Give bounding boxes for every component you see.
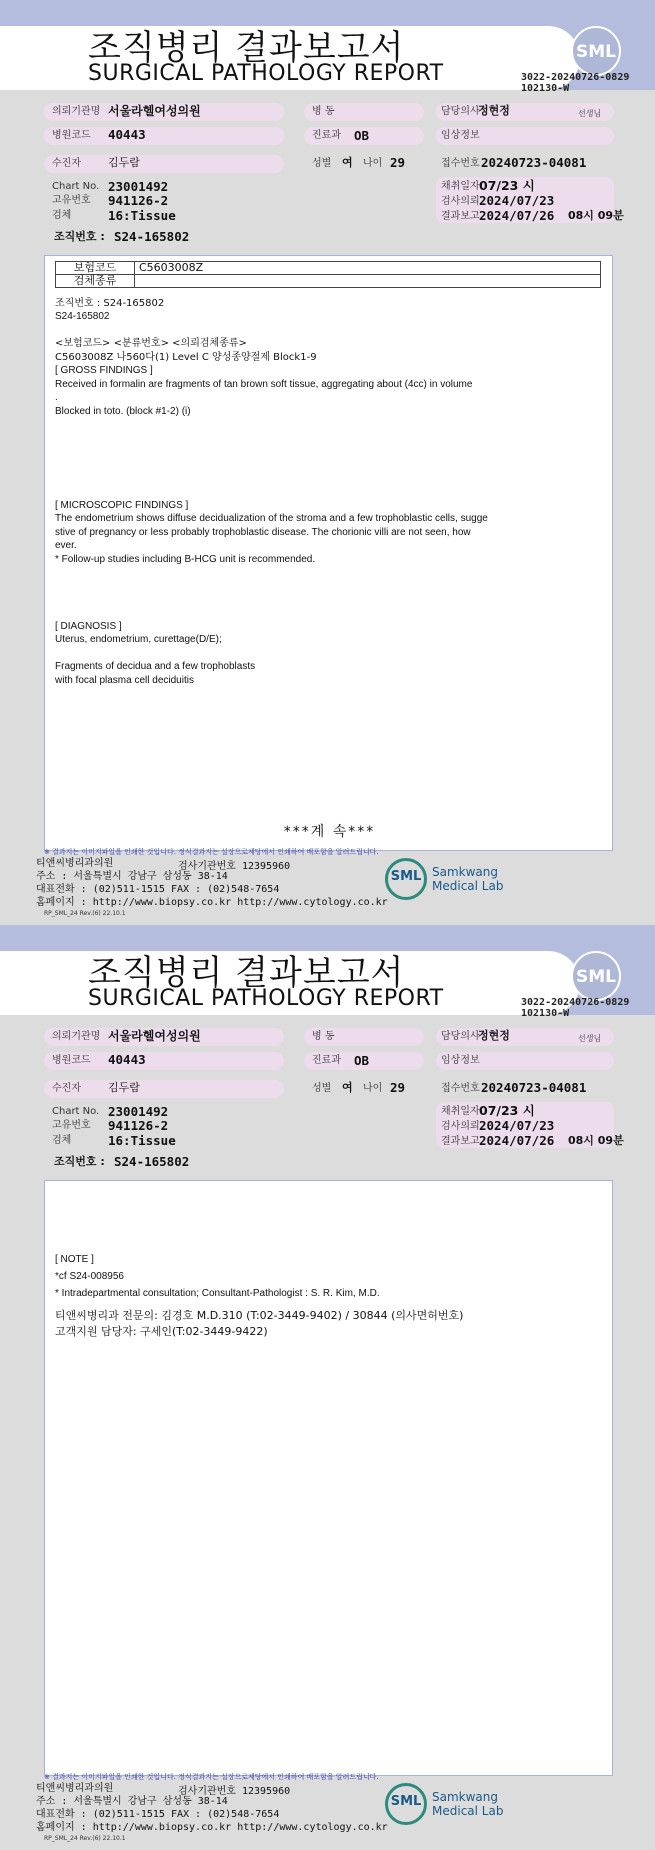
age-label: 나이 — [363, 1083, 383, 1094]
document-number-line1: 3022-20240726-0829 — [521, 997, 630, 1008]
note-line: [ NOTE ] — [55, 1254, 94, 1265]
hospital-code-value: 40443 — [108, 127, 146, 142]
patient-label: 수진자 — [52, 1083, 81, 1094]
result-value: 2024/07/26 — [479, 208, 555, 223]
table-cell-value — [135, 275, 601, 288]
document-number-line2: 102130-W — [521, 83, 570, 94]
collect-value: 07/23 시 — [479, 1103, 535, 1118]
samkwang-name-2: Medical Lab — [432, 879, 504, 893]
report-line: Uterus, endometrium, curettage(D/E); — [55, 634, 222, 646]
collect-label: 채취일자 — [441, 181, 480, 192]
footer-lab-name: 티앤씨병리과의원 — [36, 858, 114, 869]
report-line: The endometrium shows diffuse decidualization of the stroma and a few trophoblastic cells, sugge — [55, 513, 488, 525]
doctor-value: 정현정 — [478, 1029, 510, 1042]
receipt-label: 접수번호 — [441, 1083, 480, 1094]
institution-label: 의뢰기관명 — [52, 106, 101, 117]
report-line: Fragments of decidua and a few trophoblasts — [55, 661, 256, 673]
id-value: 941126-2 — [108, 1118, 169, 1133]
specimen-label: 검체 — [52, 1135, 72, 1146]
receipt-value: 20240723-04081 — [481, 1080, 587, 1095]
sex-value: 여 — [342, 1081, 353, 1094]
hospital-code-value: 40443 — [108, 1052, 146, 1067]
report-line: with focal plasma cell deciduitis — [55, 674, 194, 686]
report-line: ever. — [55, 540, 77, 552]
samkwang-logo — [385, 1783, 427, 1825]
request-label: 검사의뢰 — [441, 196, 480, 207]
report-line: [ GROSS FINDINGS ] — [55, 365, 153, 377]
id-value: 941126-2 — [108, 193, 169, 208]
title-korean: 조직병리 결과보고서 — [88, 953, 405, 993]
report-line: 조직번호 : S24-165802 — [55, 298, 165, 309]
report-body — [44, 1180, 613, 1776]
institution-value: 서울라헬여성의원 — [108, 1029, 201, 1043]
report-page-2 — [0, 925, 655, 1850]
result-value: 2024/07/26 — [479, 1133, 555, 1148]
request-label: 검사의뢰 — [441, 1121, 480, 1132]
contact-line: 티앤씨병리과 전문의: 김경호 M.D.310 (T:02-3449-9402) / 30844 (의사면허번호) — [55, 1309, 464, 1322]
footer-revision: RP_SML_24 Rev.(6) 22.10.1 — [44, 1835, 126, 1842]
table-cell-value: C5603008Z — [135, 262, 601, 275]
footer-address: 주소 : 서울특별시 강남구 삼성동 38-14 — [36, 1796, 228, 1807]
institution-value: 서울라헬여성의원 — [108, 104, 201, 118]
note-line: * Intradepartmental consultation; Consultant-Pathologist : S. R. Kim, M.D. — [55, 1288, 380, 1299]
ward-label: 병 동 — [312, 1031, 335, 1042]
footer-revision: RP_SML_24 Rev.(6) 22.10.1 — [44, 910, 126, 917]
samkwang-name-2: Medical Lab — [432, 1804, 504, 1818]
doctor-label: 담당의사 — [441, 1031, 480, 1042]
footer-address: 주소 : 서울특별시 강남구 삼성동 38-14 — [36, 871, 228, 882]
samkwang-logo-text: SML — [390, 1794, 422, 1809]
sml-logo — [571, 951, 621, 1001]
document-number-line1: 3022-20240726-0829 — [521, 72, 630, 83]
ward-label: 병 동 — [312, 106, 335, 117]
sex-label: 성별 — [312, 158, 332, 169]
sml-logo-text: SML — [576, 967, 616, 987]
dept-value: OB — [354, 1053, 370, 1068]
report-line: . — [55, 392, 58, 404]
footer-notice: ※ 결과지는 이미지파일을 인쇄한 것입니다. 정식결과지는 실장으로제당에서 인쇄하여 배포함을 알려드립니다. — [44, 848, 379, 856]
chart-value: 23001492 — [108, 179, 169, 194]
table-row — [56, 275, 601, 288]
doctor-suffix: 선생님 — [578, 109, 602, 118]
report-line: Blocked in toto. (block #1-2) (i) — [55, 405, 191, 417]
footer-lab-name: 티앤씨병리과의원 — [36, 1783, 114, 1794]
report-line: [ MICROSCOPIC FINDINGS ] — [55, 499, 189, 511]
doctor-suffix: 선생님 — [578, 1034, 602, 1043]
report-line: stive of pregnancy or less probably trophoblastic disease. The chorionic villi are not seen, how — [55, 526, 471, 538]
footer-web: 홈페이지 : http://www.biopsy.co.kr http://www.cytology.co.kr — [36, 1822, 388, 1833]
footer-lab-id: 검사기관번호 12395960 — [178, 1786, 291, 1797]
request-value: 2024/07/23 — [479, 1118, 555, 1133]
chart-label: Chart No. — [52, 1106, 100, 1117]
collect-label: 채취일자 — [441, 1106, 480, 1117]
result-label: 결과보고 — [441, 211, 480, 222]
sml-logo-text: SML — [576, 42, 616, 62]
doctor-label: 담당의사 — [441, 106, 480, 117]
samkwang-logo-text: SML — [390, 869, 422, 884]
patient-value: 김두람 — [108, 156, 140, 169]
result-time: 08시 09분 — [568, 1134, 624, 1147]
document-number-line2: 102130-W — [521, 1008, 570, 1019]
age-value: 29 — [390, 155, 406, 170]
table-cell-key: 보험코드 — [56, 262, 135, 275]
tissue-label: 조직번호 : — [54, 230, 105, 243]
request-value: 2024/07/23 — [479, 193, 555, 208]
institution-label: 의뢰기관명 — [52, 1031, 101, 1042]
title-korean: 조직병리 결과보고서 — [88, 28, 405, 68]
hospital-code-label: 병원코드 — [52, 130, 91, 141]
receipt-value: 20240723-04081 — [481, 155, 587, 170]
footer-phone: 대표전화 : (02)511-1515 FAX : (02)548-7654 — [36, 884, 280, 895]
age-label: 나이 — [363, 158, 383, 169]
result-label: 결과보고 — [441, 1136, 480, 1147]
tissue-value: S24-165802 — [114, 229, 190, 244]
patient-label: 수진자 — [52, 158, 81, 169]
receipt-label: 접수번호 — [441, 158, 480, 169]
dept-label: 진료과 — [312, 1055, 341, 1066]
hospital-code-label: 병원코드 — [52, 1055, 91, 1066]
tissue-label: 조직번호 : — [54, 1155, 105, 1168]
dept-label: 진료과 — [312, 130, 341, 141]
footer-lab-id: 검사기관번호 12395960 — [178, 861, 291, 872]
continued-marker: ***계 속*** — [283, 824, 376, 840]
collect-value: 07/23 시 — [479, 178, 535, 193]
report-line: [ DIAGNOSIS ] — [55, 620, 122, 632]
chart-label: Chart No. — [52, 181, 100, 192]
table-row — [56, 262, 601, 275]
sml-logo — [571, 26, 621, 76]
samkwang-name-1: Samkwang — [432, 865, 498, 879]
footer-phone: 대표전화 : (02)511-1515 FAX : (02)548-7654 — [36, 1809, 280, 1820]
document-number — [521, 997, 629, 1019]
insurance-table — [55, 261, 601, 288]
id-label: 고유번호 — [52, 1120, 91, 1131]
result-time: 08시 09분 — [568, 209, 624, 222]
title-english: SURGICAL PATHOLOGY REPORT — [88, 986, 444, 1011]
age-value: 29 — [390, 1080, 406, 1095]
sex-label: 성별 — [312, 1083, 332, 1094]
clinical-info-label: 임상정보 — [441, 1055, 480, 1066]
note-line: *cf S24-008956 — [55, 1271, 124, 1282]
specimen-value: 16:Tissue — [108, 1133, 176, 1148]
report-line: <보험코드> <분류번호> <의뢰검체종류> — [55, 338, 247, 350]
chart-value: 23001492 — [108, 1104, 169, 1119]
report-line: * Follow-up studies including B-HCG unit is recommended. — [55, 553, 316, 565]
footer-web: 홈페이지 : http://www.biopsy.co.kr http://www.cytology.co.kr — [36, 897, 388, 908]
specimen-value: 16:Tissue — [108, 208, 176, 223]
title-english: SURGICAL PATHOLOGY REPORT — [88, 61, 444, 86]
dept-value: OB — [354, 128, 370, 143]
doctor-value: 정현정 — [478, 104, 510, 117]
specimen-label: 검체 — [52, 210, 72, 221]
report-line: Received in formalin are fragments of tan brown soft tissue, aggregating about (4cc) in volume — [55, 378, 473, 390]
table-cell-key: 검체종류 — [56, 275, 135, 288]
report-line: C5603008Z 나560다(1) Level C 양성종양절제 Block1-9 — [55, 351, 317, 363]
samkwang-name-1: Samkwang — [432, 1790, 498, 1804]
patient-value: 김두람 — [108, 1081, 140, 1094]
report-line: S24-165802 — [55, 311, 110, 323]
report-body — [44, 255, 613, 851]
footer-notice: ※ 결과지는 이미지파일을 인쇄한 것입니다. 정식결과지는 실장으로제당에서 인쇄하여 배포함을 알려드립니다. — [44, 1773, 379, 1781]
document-number — [521, 72, 629, 94]
contact-line: 고객지원 담당자: 구세인(T:02-3449-9422) — [55, 1325, 268, 1338]
tissue-value: S24-165802 — [114, 1154, 190, 1169]
clinical-info-label: 임상정보 — [441, 130, 480, 141]
sex-value: 여 — [342, 156, 353, 169]
samkwang-logo — [385, 858, 427, 900]
id-label: 고유번호 — [52, 195, 91, 206]
